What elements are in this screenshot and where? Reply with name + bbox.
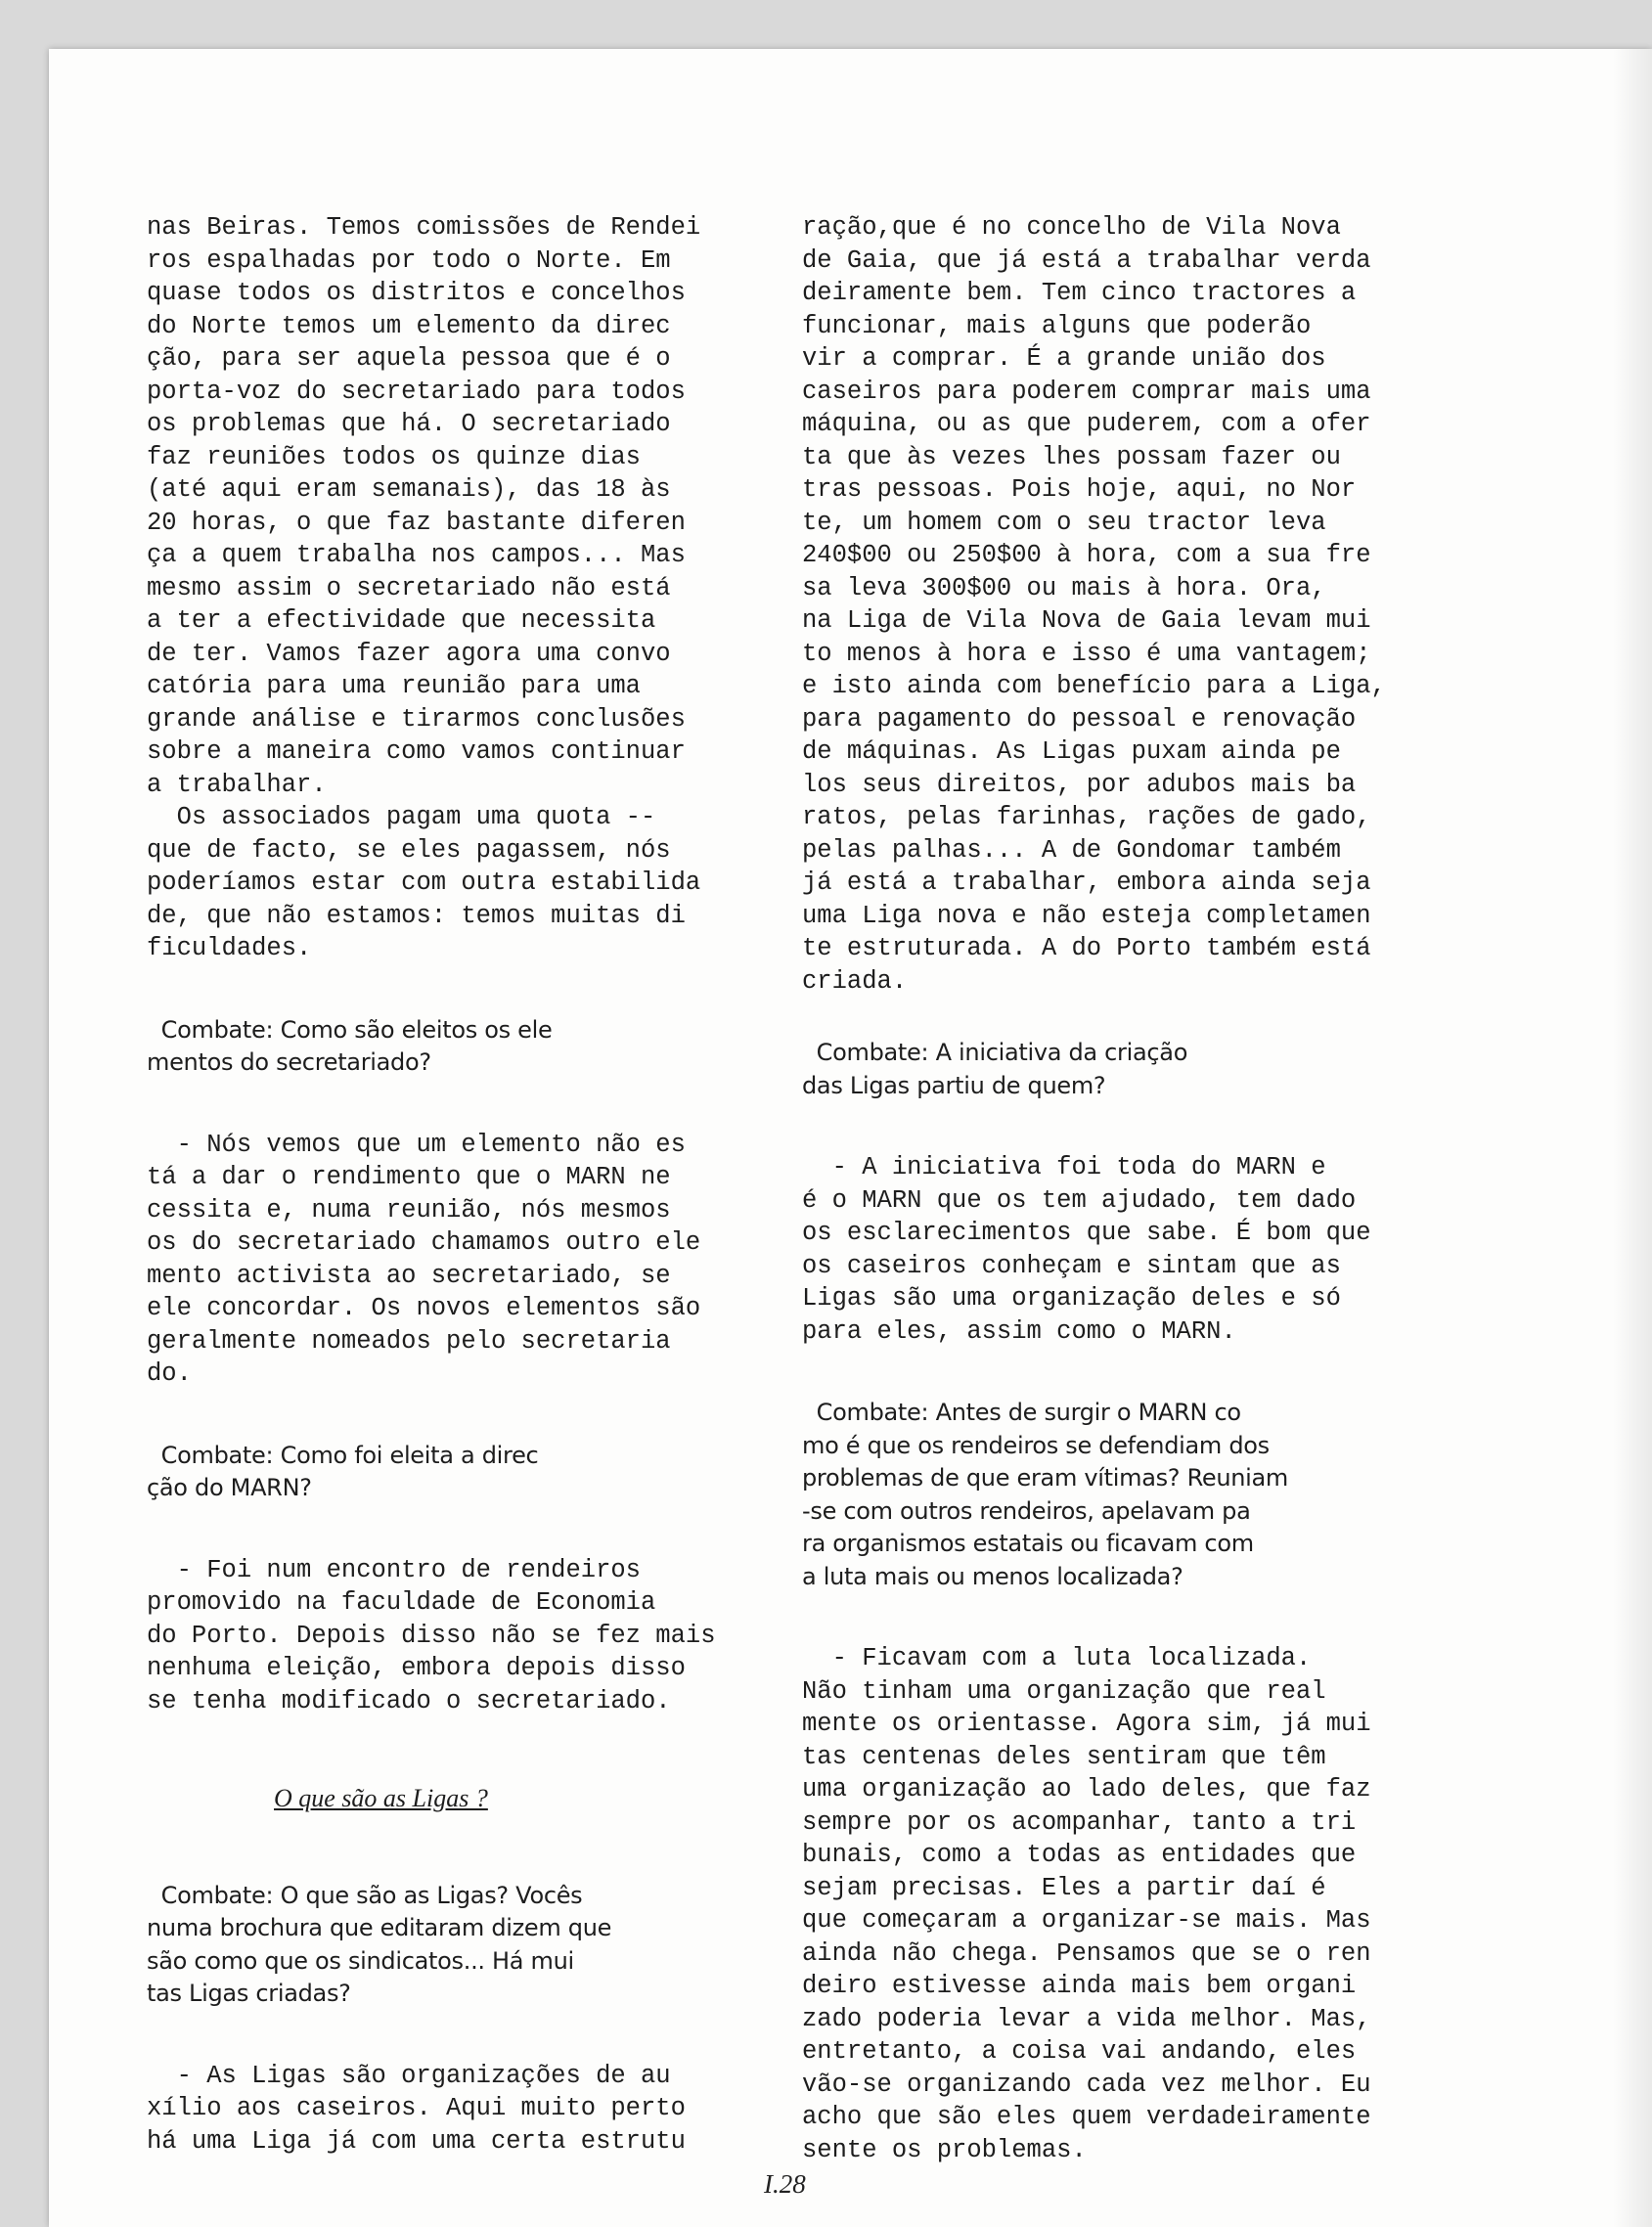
paragraph-gap	[147, 1505, 773, 1554]
interview-question-line: a luta mais ou menos localizada?	[802, 1562, 1183, 1590]
text-line: - Ficavam com a luta localizada.	[802, 1644, 1312, 1672]
paragraph-gap	[147, 1080, 773, 1129]
text-line: pelas palhas... A de Gondomar também	[802, 835, 1341, 865]
text-line: deiro estivesse ainda mais bem organi	[802, 1972, 1357, 2000]
interview-question-line: problemas de que eram vítimas? Reuniam	[802, 1464, 1289, 1492]
page-number: I.28	[764, 2169, 806, 2199]
text-line: cessita e, numa reunião, nós mesmos	[147, 1195, 671, 1225]
text-line: sa leva 300$00 ou mais à hora. Ora,	[802, 573, 1326, 602]
text-line: Os associados pagam uma quota --	[147, 803, 656, 831]
text-line: ta que às vezes lhes possam fazer ou	[802, 442, 1341, 471]
text-line: ros espalhadas por todo o Norte. Em	[147, 245, 671, 275]
text-line: (até aqui eram semanais), das 18 às	[147, 475, 671, 504]
text-line: porta-voz do secretariado para todos	[147, 377, 686, 406]
text-line: entretanto, a coisa vai andando, eles	[802, 2037, 1357, 2066]
text-line: nas Beiras. Temos comissões de Rendei	[147, 213, 701, 242]
text-line: poderíamos estar com outra estabilida	[147, 869, 701, 897]
text-line: vir a comprar. É a grande união dos	[802, 344, 1326, 373]
paragraph-gap	[147, 1391, 773, 1440]
interview-question-line: das Ligas partiu de quem?	[802, 1071, 1106, 1099]
text-line: los seus direitos, por adubos mais ba	[802, 770, 1357, 799]
interview-question-line: tas Ligas criadas?	[147, 1980, 351, 2007]
text-line: do Norte temos um elemento da direc	[147, 311, 671, 340]
text-line: os do secretariado chamamos outro ele	[147, 1228, 701, 1257]
text-line: máquina, ou as que puderem, com a ofer	[802, 410, 1371, 438]
interview-question-line: Combate: Como são eleitos os ele	[147, 1015, 553, 1044]
text-line: - Foi num encontro de rendeiros	[147, 1555, 641, 1584]
text-line: funcionar, mais alguns que poderão	[802, 311, 1312, 340]
text-line: 240$00 ou 250$00 à hora, com a sua fre	[802, 541, 1371, 569]
text-line: - A iniciativa foi toda do MARN e	[802, 1153, 1326, 1181]
text-line: sejam precisas. Eles a partir daí é	[802, 1873, 1326, 1902]
text-line: há uma Liga já com uma certa estrutu	[147, 2126, 686, 2156]
text-line: é o MARN que os tem ajudado, tem dado	[802, 1185, 1357, 1215]
text-line: sobre a maneira como vamos continuar	[147, 737, 686, 766]
text-line: Ligas são uma organização deles e só	[802, 1284, 1341, 1313]
text-line: já está a trabalhar, embora ainda seja	[802, 869, 1371, 897]
text-line: catória para uma reunião para uma	[147, 672, 641, 700]
text-line: promovido na faculdade de Economia	[147, 1588, 656, 1617]
text-line: a trabalhar.	[147, 770, 327, 799]
interview-question-line: -se com outros rendeiros, apelavam pa	[802, 1496, 1251, 1525]
paragraph-gap	[147, 2011, 773, 2060]
text-line: os caseiros conheçam e sintam que as	[802, 1251, 1341, 1280]
text-line: do Porto. Depois disso não se fez mais	[147, 1621, 716, 1650]
text-line: os esclarecimentos que sabe. É bom que	[802, 1219, 1371, 1247]
paragraph-gap	[147, 1717, 773, 1782]
interview-question-line: mentos do secretariado?	[147, 1048, 431, 1076]
text-line: quase todos os distritos e concelhos	[147, 279, 686, 307]
text-line: zado poderia levar a vida melhor. Mas,	[802, 2004, 1371, 2033]
text-line: na Liga de Vila Nova de Gaia levam mui	[802, 606, 1371, 635]
text-line: ção, para ser aquela pessoa que é o	[147, 344, 671, 373]
text-line: a ter a efectividade que necessita	[147, 606, 656, 635]
document-page	[49, 49, 1652, 2227]
text-line: tá a dar o rendimento que o MARN ne	[147, 1163, 671, 1191]
text-line: uma Liga nova e não esteja completamen	[802, 901, 1371, 930]
interview-question-line: mo é que os rendeiros se defendiam dos	[802, 1431, 1270, 1459]
text-line: ainda não chega. Pensamos que se o ren	[802, 1938, 1371, 1968]
paragraph-gap	[802, 1102, 1448, 1151]
text-line: de, que não estamos: temos muitas di	[147, 901, 686, 930]
text-line: caseiros para poderem comprar mais uma	[802, 377, 1371, 406]
text-line: sempre por os acompanhar, tanto a tri	[802, 1807, 1357, 1837]
text-line: 20 horas, o que faz bastante diferen	[147, 508, 686, 537]
paragraph-gap	[802, 1348, 1448, 1397]
text-line: ratos, pelas farinhas, rações de gado,	[802, 803, 1371, 831]
text-line: te, um homem com o seu tractor leva	[802, 508, 1326, 537]
text-line: ça a quem trabalha nos campos... Mas	[147, 541, 686, 569]
text-line: para eles, assim como o MARN.	[802, 1316, 1236, 1346]
paragraph-gap	[802, 998, 1448, 1037]
left-column	[147, 211, 773, 2158]
interview-question-line: são como que os sindicatos... Há mui	[147, 1946, 574, 1975]
text-line: e isto ainda com benefício para a Liga,	[802, 672, 1386, 700]
text-line: criada.	[802, 966, 908, 996]
text-line: deiramente bem. Tem cinco tractores a	[802, 279, 1357, 307]
paragraph-gap	[147, 1815, 773, 1880]
text-line: mente os orientasse. Agora sim, já mui	[802, 1710, 1371, 1738]
text-line: xílio aos caseiros. Aqui muito perto	[147, 2094, 686, 2122]
text-line: - As Ligas são organizações de au	[147, 2061, 671, 2090]
text-line: ficuldades.	[147, 934, 312, 962]
text-line: - Nós vemos que um elemento não es	[147, 1130, 686, 1159]
interview-question-line: Combate: Antes de surgir o MARN co	[802, 1399, 1241, 1426]
page-edge-shadow	[1613, 49, 1652, 2227]
text-line: de Gaia, que já está a trabalhar verda	[802, 245, 1371, 275]
section-heading: O que são as Ligas ?	[274, 1784, 488, 1812]
text-line: to menos à hora e isso é uma vantagem;	[802, 639, 1371, 668]
text-line: tas centenas deles sentiram que têm	[802, 1742, 1326, 1771]
text-line: os problemas que há. O secretariado	[147, 410, 671, 438]
text-line: mesmo assim o secretariado não está	[147, 573, 671, 602]
interview-question-line: ra organismos estatais ou ficavam com	[802, 1530, 1254, 1557]
paragraph-gap	[802, 1593, 1448, 1642]
interview-question-line: Combate: O que são as Ligas? Vocês	[147, 1881, 583, 1909]
text-line: vão-se organizando cada vez melhor. Eu	[802, 2070, 1371, 2099]
text-line: bunais, como a todas as entidades que	[802, 1841, 1357, 1869]
text-line: acho que são eles quem verdadeiramente	[802, 2103, 1371, 2131]
text-line: faz reuniões todos os quinze dias	[147, 442, 641, 471]
text-line: que de facto, se eles pagassem, nós	[147, 835, 671, 865]
paragraph-gap	[147, 965, 773, 1014]
text-line: ração,que é no concelho de Vila Nova	[802, 213, 1341, 242]
text-line: uma organização ao lado deles, que faz	[802, 1775, 1371, 1804]
text-line: geralmente nomeados pelo secretaria	[147, 1326, 671, 1356]
text-line: tras pessoas. Pois hoje, aqui, no Nor	[802, 475, 1357, 504]
interview-question-line: ção do MARN?	[147, 1474, 312, 1501]
text-line: de ter. Vamos fazer agora uma convo	[147, 639, 671, 668]
text-line: Não tinham uma organização que real	[802, 1676, 1326, 1706]
text-line: de máquinas. As Ligas puxam ainda pe	[802, 737, 1341, 766]
right-column	[802, 211, 1448, 2166]
text-line: para pagamento do pessoal e renovação	[802, 704, 1357, 734]
text-line: se tenha modificado o secretariado.	[147, 1686, 671, 1715]
text-line: que começaram a organizar-se mais. Mas	[802, 1906, 1371, 1935]
interview-question-line: numa brochura que editaram dizem que	[147, 1914, 612, 1941]
text-line: nenhuma eleição, embora depois disso	[147, 1654, 686, 1682]
text-line: sente os problemas.	[802, 2135, 1087, 2164]
text-line: do.	[147, 1359, 192, 1388]
text-line: grande análise e tirarmos conclusões	[147, 704, 686, 734]
interview-question-line: Combate: A iniciativa da criação	[802, 1039, 1188, 1066]
interview-question-line: Combate: Como foi eleita a direc	[147, 1441, 539, 1469]
text-line: mento activista ao secretariado, se	[147, 1261, 671, 1290]
text-line: te estruturada. A do Porto também está	[802, 934, 1371, 962]
text-line: ele concordar. Os novos elementos são	[147, 1294, 701, 1322]
